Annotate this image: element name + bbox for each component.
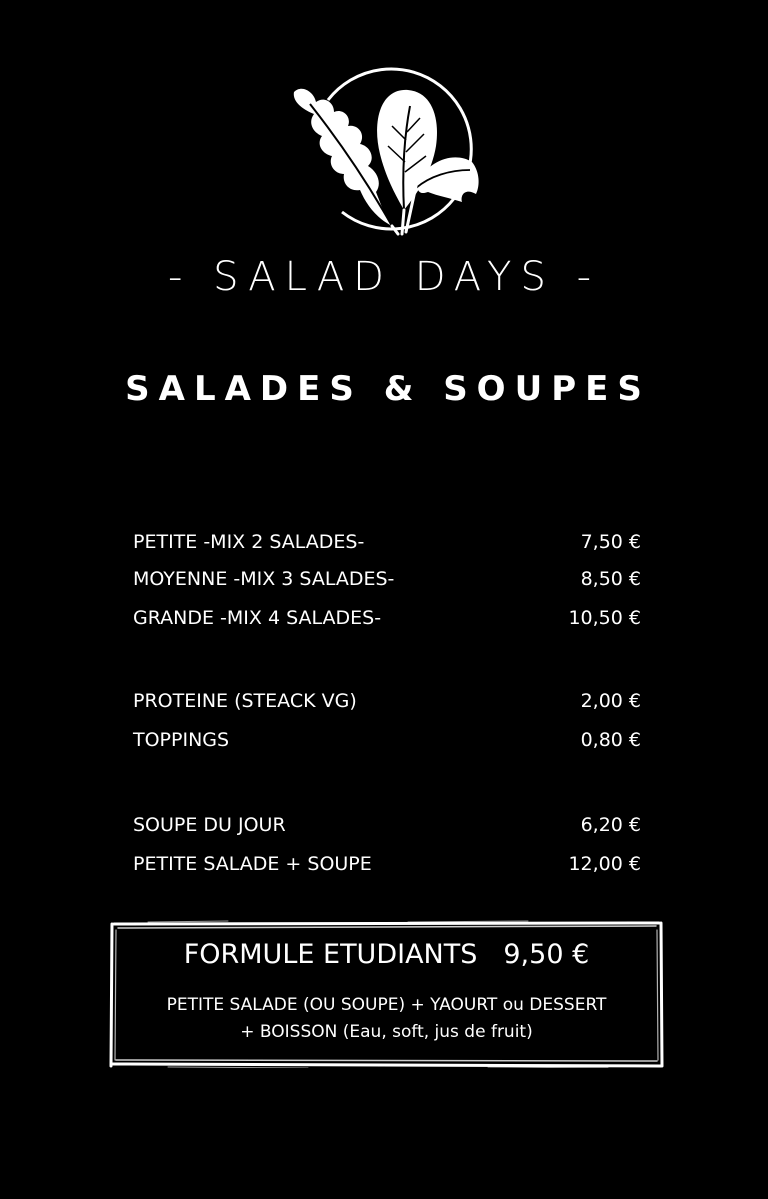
menu-item-price: 6,20 €	[580, 814, 641, 836]
menu-item-price: 10,50 €	[568, 607, 641, 629]
menu-row	[133, 850, 641, 878]
menu-item-label: MOYENNE -MIX 3 SALADES-	[133, 568, 395, 590]
menu-item-label: PROTEINE (STEACK VG)	[133, 690, 357, 712]
formule-title: FORMULE ETUDIANTS	[183, 939, 478, 970]
menu-item-label: PETITE SALADE + SOUPE	[133, 853, 372, 875]
menu-item-price: 7,50 €	[580, 531, 641, 553]
menu-row	[133, 811, 641, 839]
formule-line-1: PETITE SALADE (OU SOUPE) + YAOURT ou DESSERT	[166, 995, 607, 1015]
menu-row	[133, 565, 641, 593]
section-title: SALADES & SOUPES	[125, 369, 651, 409]
leaf-circle-icon	[280, 62, 490, 237]
menu-item-price: 2,00 €	[580, 690, 641, 712]
menu-item-price: 8,50 €	[580, 568, 641, 590]
formule-box	[108, 920, 665, 1068]
menu-item-price: 0,80 €	[580, 729, 641, 751]
menu-item-label: GRANDE -MIX 4 SALADES-	[133, 607, 382, 629]
formule-title-line	[108, 938, 665, 972]
menu-item-price: 12,00 €	[568, 853, 641, 875]
menu-item-label: TOPPINGS	[133, 729, 230, 751]
formule-line-2: + BOISSON (Eau, soft, jus de fruit)	[240, 1022, 533, 1042]
menu-row	[133, 528, 641, 556]
brand-name: - SALAD DAYS -	[167, 254, 601, 300]
menu-row	[133, 604, 641, 632]
formule-price: 9,50 €	[503, 939, 590, 970]
menu-item-label: SOUPE DU JOUR	[133, 814, 286, 836]
menu-row	[133, 687, 641, 715]
menu-item-label: PETITE -MIX 2 SALADES-	[133, 531, 365, 553]
formule-description	[108, 992, 665, 1046]
menu-row	[133, 726, 641, 754]
